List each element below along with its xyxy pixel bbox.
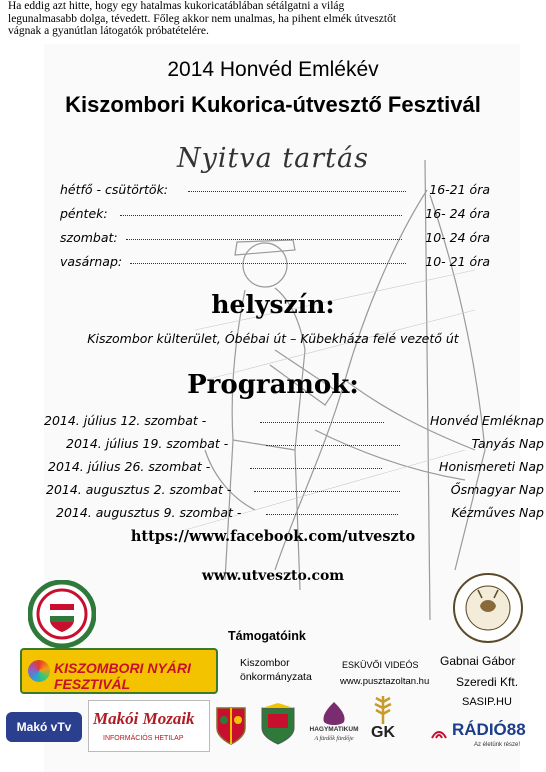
opening-days: hétfő - csütörtök: [60,182,169,197]
website-link[interactable]: www.utveszto.com [201,568,345,584]
festival-logo-text: KISZOMBORI NYÁRI FESZTIVÁL [54,660,191,692]
facebook-link[interactable]: https://www.facebook.com/utveszto [130,528,416,545]
opening-time: 16- 24 óra [425,206,490,221]
opening-days: vasárnap: [60,254,123,269]
video-sponsor-title: ESKÜVŐI VIDEÓS [342,660,419,670]
program-name: Kézműves Nap [451,505,544,520]
dot-leader [188,191,406,192]
program-name: Honismereti Nap [439,459,544,474]
poster-title: 2014 Honvéd Emlékév [167,58,379,81]
signal-waves-icon [430,726,452,740]
intro-line: legunalmasabb dolga, tévedett. Főleg akkor nem unalmas, ha pihent elmék útvesztőt [8,12,397,25]
hagymatikum-logo [306,700,362,748]
dot-leader [126,239,402,240]
festival-title: Kiszombori Kukorica-útvesztő Fesztivál [65,92,481,117]
dot-leader [254,491,400,492]
makoi-mozaik-subtitle: INFORMÁCIÓS HETILAP [103,735,184,742]
program-name: Tanyás Nap [471,436,544,451]
dot-leader [120,215,402,216]
opening-row [60,182,490,198]
program-row [44,436,544,452]
opening-row [60,206,490,222]
program-row [44,413,544,429]
programs-heading: Programok: [187,370,359,400]
coat-of-arms-icon [214,704,248,746]
kiszombor-seal-logo [28,580,96,648]
dot-leader [260,422,384,423]
dot-leader [266,514,398,515]
hagymatikum-text: HAGYMATIKUM [309,726,359,733]
intro-text [8,0,528,38]
szeredi-sponsor: Szeredi Kft. [456,675,519,689]
kiszombor-sponsor: Kiszombor önkormányzata [240,657,312,683]
intro-line: Ha eddig azt hitte, hogy egy hatalmas kukoricatáblában sétálgatni a világ [8,0,345,12]
intro-line: vágnak a gyanútlan látogatók próbatételére. [8,25,209,37]
program-name: Honvéd Emléknap [430,413,544,428]
flower-icon [28,660,50,682]
festival-logo [20,648,218,694]
program-row [44,482,544,498]
dot-leader [266,445,400,446]
opening-row [60,254,490,270]
sasip-sponsor: SASIP.HU [462,696,512,708]
radio88-text: RÁDIÓ88 [452,720,526,739]
hagymatikum-slogan: A fürdők fürdője [314,736,354,742]
gk-logo [366,694,400,750]
opening-time: 16-21 óra [429,182,490,197]
mako-vtv-logo: Makó vTv [6,712,82,742]
program-date: 2014. augusztus 9. szombat - [56,505,242,520]
location-text: Kiszombor külterület, Óbébai út – Kübekháza felé vezető út [87,331,459,346]
location-heading: helyszín: [211,290,335,319]
program-name: Ősmagyar Nap [450,482,544,497]
dot-leader [250,468,382,469]
gabnai-sponsor: Gabnai Gábor [440,654,516,668]
dot-leader [130,263,406,264]
makoi-mozaik-text: Makói Mozaik [93,709,195,728]
sponsors-heading: Támogatóink [228,629,306,643]
opening-hours-heading: Nyitva tartás [177,143,369,174]
onion-icon [306,700,362,726]
opening-time: 10- 24 óra [425,230,490,245]
program-date: 2014. július 26. szombat - [48,459,211,474]
program-date: 2014. augusztus 2. szombat - [46,482,232,497]
makoi-mozaik-logo [88,700,210,752]
town-crest-icon [258,702,298,746]
gk-text: GK [371,724,395,741]
radio88-logo [430,718,542,750]
opening-days: szombat: [60,230,118,245]
opening-days: péntek: [60,206,108,221]
program-row [44,505,544,521]
hunting-association-seal-logo [452,572,524,644]
program-date: 2014. július 19. szombat - [66,436,229,451]
video-sponsor-url: www.pusztazoltan.hu [340,676,430,687]
opening-row [60,230,490,246]
radio88-slogan: Az életünk része! [474,742,521,748]
program-date: 2014. július 12. szombat - [44,413,207,428]
wheat-icon [366,694,400,724]
program-row [44,459,544,475]
opening-time: 10- 21 óra [425,254,490,269]
